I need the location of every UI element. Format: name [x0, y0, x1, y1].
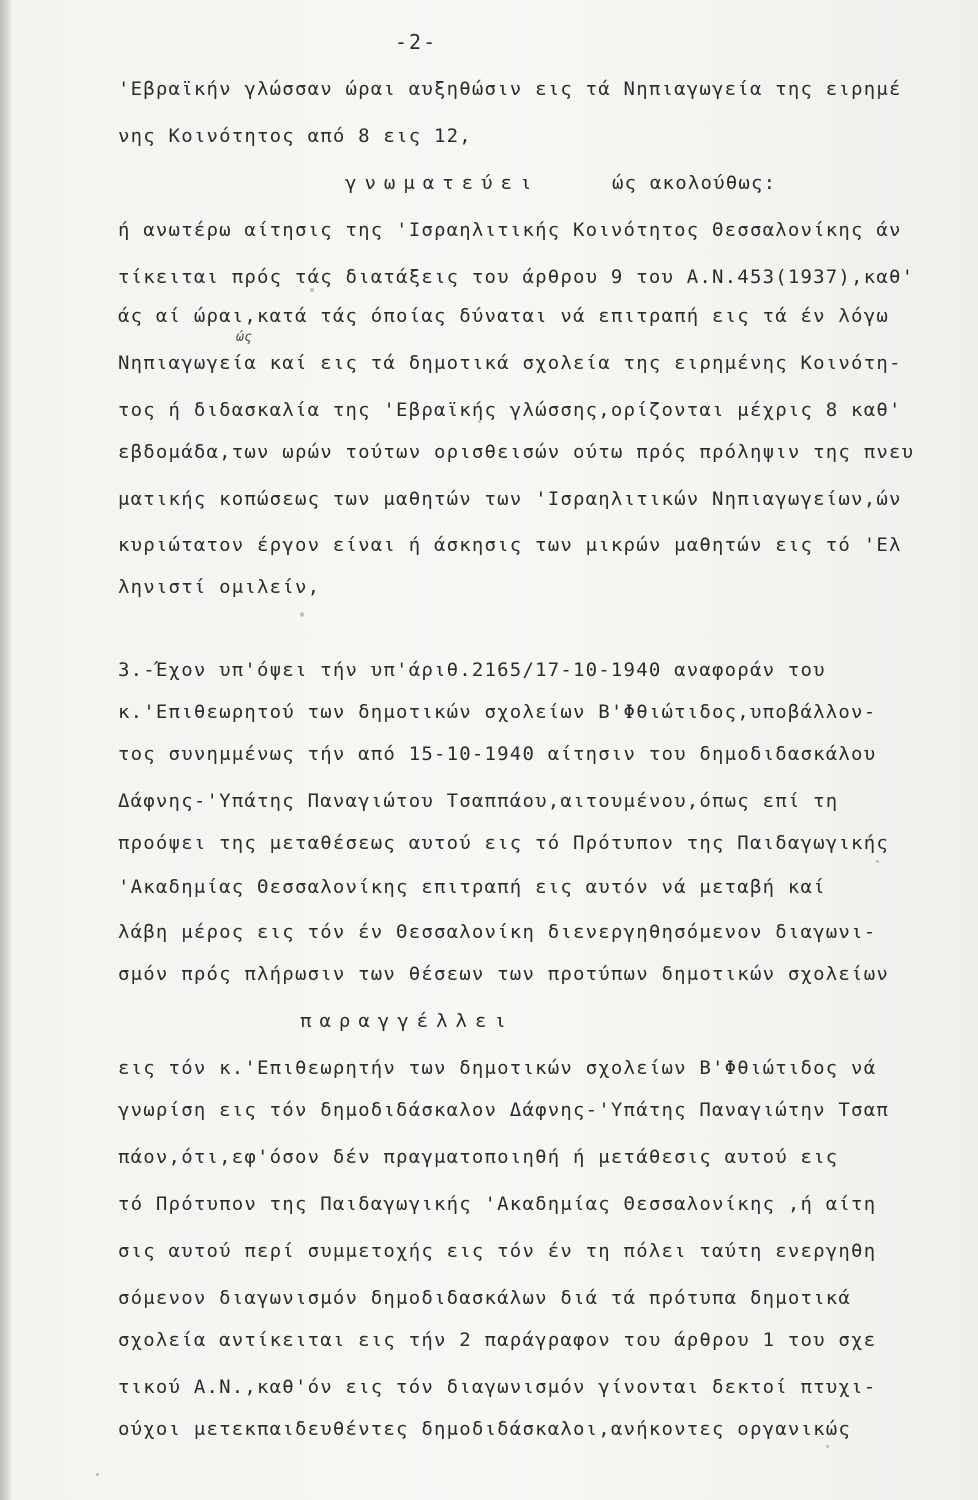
- section-heading: παραγγέλλει: [300, 1010, 514, 1032]
- text-line: ούχοι μετεκπαιδευθέντες δημοδιδάσκαλοι,ανήκοντες οργανικώς: [118, 1418, 852, 1440]
- text-line: νης Κοινότητος από 8 εις 12,: [118, 125, 472, 147]
- text-line: άς αί ώραι,κατά τάς όποίας δύναται νά επιτραπή εις τά έν λόγω: [118, 305, 889, 327]
- text-line: πάον,ότι,εφ'όσον δέν πραγματοποιηθή ή μετάθεσις αυτού εις: [118, 1146, 839, 1168]
- ink-speck: [478, 420, 481, 423]
- text-line: προόψει της μεταθέσεως αυτού εις τό Πρότυπον της Παιδαγωγικής: [118, 832, 889, 854]
- text-line: ματικής κοπώσεως των μαθητών των 'Ισραηλιτικών Νηπιαγωγείων,ών: [118, 488, 902, 510]
- text-line: τος συνημμένως τήν από 15-10-1940 αίτησιν του δημοδιδασκάλου: [118, 743, 877, 765]
- text-line: σχολεία αντίκειται εις τήν 2 παράγραφον του άρθρου 1 του σχε: [118, 1329, 877, 1351]
- text-line: 'Ακαδημίας Θεσσαλονίκης επιτραπή εις αυτόν νά μεταβή καί: [118, 876, 826, 898]
- ink-speck: [826, 1445, 829, 1448]
- section-heading: γνωματεύει: [345, 172, 540, 194]
- text-line: σόμενον διαγωνισμόν δημοδιδασκάλων διά τά πρότυπα δημοτικά: [118, 1287, 852, 1309]
- text-line: γνωρίση εις τόν δημοδιδάσκαλον Δάφνης-'Υπάτης Παναγιώτην Τσαπ: [118, 1099, 889, 1121]
- text-line: εβδομάδα,των ωρών τούτων ορισθεισών ούτω πρός πρόληψιν της πνευ: [118, 441, 915, 463]
- page-edge-shadow: [0, 0, 12, 1500]
- text-line: ώς ακολούθως:: [612, 172, 777, 194]
- text-line: Δάφνης-'Υπάτης Παναγιώτου Τσαππάου,αιτουμένου,όπως επί τη: [118, 790, 839, 812]
- text-line: 3.-Έχον υπ'όψει τήν υπ'άριθ.2165/17-10-1940 αναφοράν του: [118, 659, 826, 681]
- text-line: τικού Α.Ν.,καθ'όν εις τόν διαγωνισμόν γίνονται δεκτοί πτυχι-: [118, 1376, 877, 1398]
- ink-speck: [876, 860, 879, 863]
- ink-speck: [310, 288, 314, 292]
- text-line: ληνιστί ομιλείν,: [118, 576, 321, 598]
- handwritten-insert: ώς: [236, 330, 252, 345]
- text-line: ή ανωτέρω αίτησις της 'Ισραηλιτικής Κοινότητος Θεσσαλονίκης άν: [118, 219, 902, 241]
- text-line: 'Εβραϊκήν γλώσσαν ώραι αυξηθώσιν εις τά Νηπιαγωγεία της ειρημέ: [118, 78, 902, 100]
- page-number: -2-: [395, 30, 438, 54]
- text-line: τίκειται πρός τάς διατάξεις του άρθρου 9 του Α.Ν.453(1937),καθ': [118, 266, 915, 288]
- ink-speck: [96, 1473, 99, 1476]
- text-line: εις τόν κ.'Επιθεωρητήν των δημοτικών σχολείων Β'Φθιώτιδος νά: [118, 1057, 877, 1079]
- text-line: τό Πρότυπον της Παιδαγωγικής 'Ακαδημίας Θεσσαλονίκης ,ή αίτη: [118, 1193, 877, 1215]
- ink-speck: [300, 612, 304, 617]
- text-line: λάβη μέρος εις τόν έν Θεσσαλονίκη διενεργηθησόμενον διαγωνι-: [118, 921, 877, 943]
- text-line: κ.'Επιθεωρητού των δημοτικών σχολείων Β'Φθιώτιδος,υποβάλλον-: [118, 701, 877, 723]
- text-line: Νηπιαγωγεία καί εις τά δημοτικά σχολεία της ειρημένης Κοινότη-: [118, 352, 902, 374]
- text-line: κυριώτατον έργον είναι ή άσκησις των μικρών μαθητών εις τό 'Ελ: [118, 534, 902, 556]
- text-line: σμόν πρός πλήρωσιν των θέσεων των προτύπων δημοτικών σχολείων: [118, 963, 889, 985]
- text-line: τος ή διδασκαλία της 'Εβραϊκής γλώσσης,ορίζονται μέχρις 8 καθ': [118, 399, 902, 421]
- text-line: σις αυτού περί συμμετοχής εις τόν έν τη πόλει ταύτη ενεργηθη: [118, 1240, 877, 1262]
